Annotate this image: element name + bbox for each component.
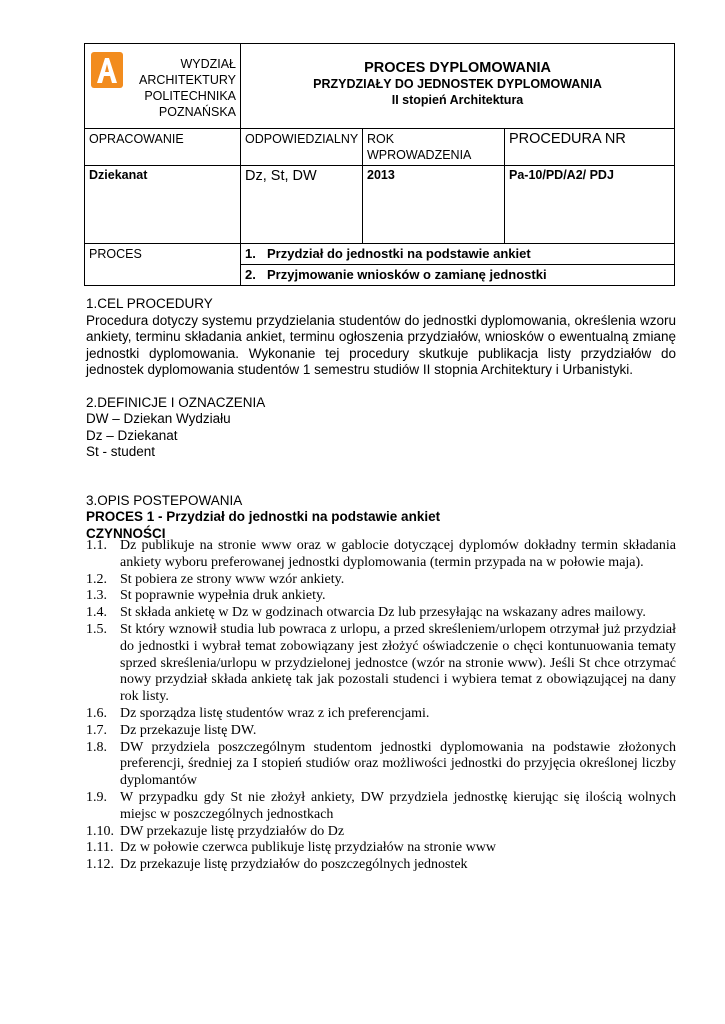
operation-text: Dz przekazuje listę przydziałów do poszczególnych jednostek bbox=[120, 857, 468, 873]
operation-item bbox=[86, 605, 676, 622]
document-subtitle: PRZYDZIAŁY DO JEDNOSTEK DYPLOMOWANIA bbox=[313, 77, 602, 91]
operation-number: 1.5. bbox=[86, 621, 107, 637]
operation-item bbox=[86, 572, 676, 589]
operation-text: Dz publikuje na stronie www oraz w gablocie dotyczącej dyplomów dokładny termin składania ankiety wyboru preferowanej jednostki dyplomowania (termin przypada na w połowie maja). bbox=[120, 538, 676, 570]
operation-number: 1.9. bbox=[86, 789, 107, 805]
operation-item bbox=[86, 706, 676, 723]
operation-item bbox=[86, 740, 676, 790]
proces-heading: PROCES 1 - Przydział do jednostki na podstawie ankiet bbox=[86, 509, 441, 524]
section-heading: 3.OPIS POSTEPOWANIA bbox=[86, 492, 243, 508]
document-subtitle-2: II stopień Architektura bbox=[391, 93, 524, 107]
operation-text: DW przydziela poszczególnym studentom jednostki dyplomowania na podstawie złożonych preferencji, średniej za I stopień studiów oraz możliwości jednostki do przyjęcia określonej liczby dyplomantów bbox=[120, 739, 676, 789]
label-proces: PROCES bbox=[85, 244, 241, 286]
logo-cell bbox=[85, 44, 241, 129]
operation-number: 1.8. bbox=[86, 739, 107, 755]
label-odpowiedzialny: ODPOWIEDZIALNY bbox=[241, 129, 363, 166]
operations-list bbox=[86, 538, 676, 874]
label-rok bbox=[363, 129, 505, 166]
value-rok: 2013 bbox=[363, 166, 505, 244]
faculty-line: ARCHITEKTURY bbox=[138, 73, 236, 87]
faculty-line: POZNAŃSKA bbox=[158, 105, 236, 119]
operation-item bbox=[86, 538, 676, 572]
process-number: 2. bbox=[245, 267, 256, 282]
process-item bbox=[241, 244, 675, 265]
label-opracowanie: OPRACOWANIE bbox=[85, 129, 241, 166]
document-title: PROCES DYPLOMOWANIA bbox=[364, 60, 551, 76]
operation-item bbox=[86, 857, 676, 874]
faculty-line: WYDZIAŁ bbox=[180, 57, 236, 71]
operation-number: 1.10. bbox=[86, 823, 114, 839]
value-opracowanie: Dziekanat bbox=[85, 166, 241, 244]
operation-text: St poprawnie wypełnia druk ankiety. bbox=[120, 588, 326, 604]
definition-item: Dz – Dziekanat bbox=[86, 427, 178, 443]
label-procedura: PROCEDURA NR bbox=[505, 129, 675, 166]
operation-item bbox=[86, 723, 676, 740]
section-paragraph: Procedura dotyczy systemu przydzielania studentów do jednostki dyplomowania, określenia wzoru ankiety, terminu składania ankiet, terminu ogłoszenia przydziałów, wniosków o ewentualną zmianę jednostki dyplomowania. Wykonanie tej procedury skutkuje publikacja listy przydziałów do jednostek dyplomowania studentów 1 semestru studiów II stopnia Architektury i Urbanistyki. bbox=[86, 312, 676, 377]
faculty-line: POLITECHNIKA bbox=[144, 89, 236, 103]
operation-text: W przypadku gdy St nie złożył ankiety, DW przydziela jednostkę kierując się ilością wolnych miejsc w poszczególnych jednostkach bbox=[120, 789, 676, 822]
definition-item: St - student bbox=[86, 444, 156, 459]
operation-item bbox=[86, 824, 676, 841]
label-rok-line1: ROK bbox=[367, 132, 395, 146]
value-odpowiedzialny: Dz, St, DW bbox=[241, 166, 363, 244]
process-item bbox=[241, 265, 675, 286]
operation-number: 1.1. bbox=[86, 538, 107, 553]
operation-item bbox=[86, 840, 676, 857]
definition-item: DW – Dziekan Wydziału bbox=[86, 411, 231, 426]
operation-number: 1.3. bbox=[86, 588, 107, 604]
operation-item bbox=[86, 790, 676, 824]
title-cell bbox=[241, 44, 675, 129]
czynnosci-heading: CZYNNOŚCI bbox=[86, 525, 166, 541]
operation-number: 1.4. bbox=[86, 605, 107, 621]
operation-text: Dz sporządza listę studentów wraz z ich preferencjami. bbox=[120, 705, 430, 721]
operation-text: Dz w połowie czerwca publikuje listę przydziałów na stronie www bbox=[120, 840, 496, 856]
operation-text: DW przekazuje listę przydziałów do Dz bbox=[120, 823, 345, 839]
operation-number: 1.11. bbox=[86, 840, 114, 856]
faculty-logo-icon bbox=[91, 52, 123, 88]
operation-item bbox=[86, 588, 676, 605]
operation-text: St pobiera ze strony www wzór ankiety. bbox=[120, 571, 345, 587]
header-table bbox=[84, 43, 675, 286]
operation-text: St który wznowił studia lub powraca z urlopu, a przed skreśleniem/urlopem otrzymał już przydział do jednostki i wybrał temat zobowiązany jest złożyć oświadczenie o chęci kontunuowania tematy sprzed skreślenia/urlopu w przydzielonej jednostce (wzór na stronie www). Jeśli St chce otrzymać nowy przydział składa ankietę tak jak pozostali studenci i wybiera temat z obowiązującej na dany rok listy. bbox=[120, 621, 676, 705]
label-rok-line2: WPROWADZENIA bbox=[367, 148, 472, 162]
operation-text: Dz przekazuje listę DW. bbox=[120, 722, 257, 738]
value-procedura: Pa-10/PD/A2/ PDJ bbox=[505, 166, 675, 244]
section-heading: 1.CEL PROCEDURY bbox=[86, 296, 213, 311]
document-body bbox=[86, 296, 676, 542]
process-number: 1. bbox=[245, 246, 256, 261]
operation-number: 1.6. bbox=[86, 705, 107, 721]
operation-item bbox=[86, 622, 676, 706]
faculty-name bbox=[123, 46, 236, 120]
process-text: Przyjmowanie wniosków o zamianę jednostki bbox=[267, 267, 547, 282]
operation-number: 1.12. bbox=[86, 857, 114, 873]
section-heading: 2.DEFINICJE I OZNACZENIA bbox=[86, 394, 266, 410]
process-text: Przydział do jednostki na podstawie ankiet bbox=[267, 246, 531, 261]
operation-number: 1.2. bbox=[86, 571, 107, 587]
operation-number: 1.7. bbox=[86, 722, 107, 738]
operation-text: St składa ankietę w Dz w godzinach otwarcia Dz lub przesyłając na wskazany adres mailowy. bbox=[120, 605, 646, 621]
